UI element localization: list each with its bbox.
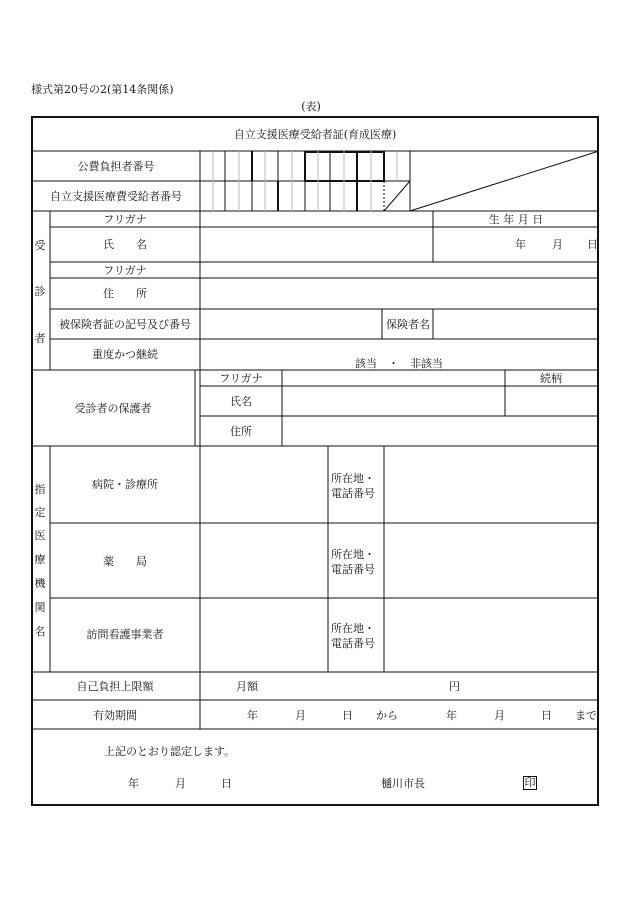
- address-furigana-label: フリガナ: [103, 264, 147, 277]
- validity-from-word: から: [376, 709, 398, 722]
- severe-continuing-value: 該当 ・ 非該当: [355, 357, 443, 370]
- patient-address-label: 住 所: [103, 287, 147, 300]
- insurer-name-label: 保険者名: [386, 318, 430, 331]
- hospital-label: 病院・診療所: [92, 478, 158, 491]
- recipient-number-label: 自立支援医療費受給者番号: [50, 190, 182, 203]
- birthdate-day: 日: [587, 238, 598, 251]
- patient-section-char-3: 者: [34, 332, 46, 345]
- validity-from-month: 月: [295, 709, 306, 722]
- certificate-title: 自立支援医療受給者証(育成医療): [233, 128, 397, 141]
- birthdate-month: 月: [552, 238, 563, 251]
- institution-char-1: 指: [34, 483, 46, 496]
- burden-yen-label: 円: [449, 680, 460, 693]
- form-number: 様式第20号の2(第14条関係): [31, 83, 174, 96]
- institution-char-5: 機: [34, 577, 46, 590]
- validity-to-day: 日: [541, 709, 552, 722]
- institution-char-4: 療: [34, 553, 46, 566]
- footer-day: 日: [221, 777, 232, 790]
- institution-char-3: 医: [34, 529, 46, 542]
- certify-text: 上記のとおり認定します。: [104, 745, 236, 758]
- footer-month: 月: [175, 777, 186, 790]
- nursing-location-label-2: 電話番号: [331, 637, 375, 650]
- hospital-location-label-1: 所在地・: [331, 472, 375, 485]
- severe-continuing-label: 重度かつ継続: [92, 348, 158, 361]
- burden-limit-label: 自己負担上限額: [76, 680, 154, 693]
- hospital-location-label-2: 電話番号: [331, 487, 375, 500]
- footer-year: 年: [128, 777, 139, 790]
- guardian-section-label: 受診者の保護者: [74, 402, 152, 415]
- validity-to-word: まで: [575, 709, 597, 722]
- pharmacy-location-label-2: 電話番号: [331, 563, 375, 576]
- pharmacy-label: 薬 局: [103, 555, 147, 568]
- validity-to-year: 年: [446, 709, 457, 722]
- guardian-name-label: 氏名: [230, 395, 252, 408]
- patient-furigana-label: フリガナ: [103, 213, 147, 226]
- guardian-relation-label: 続柄: [540, 372, 562, 385]
- guardian-furigana-label: フリガナ: [219, 372, 263, 385]
- patient-section-char-1: 受: [34, 239, 46, 252]
- validity-from-day: 日: [342, 709, 353, 722]
- patient-name-label: 氏 名: [103, 238, 147, 251]
- institution-char-2: 定: [34, 506, 46, 519]
- payer-number-label: 公費負担者番号: [77, 160, 155, 173]
- burden-monthly-label: 月額: [236, 680, 258, 693]
- pharmacy-location-label-1: 所在地・: [331, 548, 375, 561]
- guardian-address-label: 住所: [230, 425, 252, 438]
- side-label: (表): [301, 100, 321, 113]
- validity-from-year: 年: [247, 709, 258, 722]
- validity-to-month: 月: [494, 709, 505, 722]
- birthdate-label: 生 年 月 日: [488, 213, 544, 226]
- institution-char-6: 関: [34, 601, 46, 614]
- nursing-location-label-1: 所在地・: [331, 622, 375, 635]
- validity-label: 有効期間: [93, 709, 137, 722]
- birthdate-year: 年: [515, 238, 526, 251]
- institution-char-7: 名: [34, 625, 46, 638]
- patient-section-char-2: 診: [34, 285, 46, 298]
- nursing-label: 訪問看護事業者: [86, 628, 164, 641]
- insurance-number-label: 被保険者証の記号及び番号: [59, 318, 191, 331]
- seal-mark: 印: [524, 776, 536, 789]
- mayor-title: 樋川市長: [381, 777, 425, 790]
